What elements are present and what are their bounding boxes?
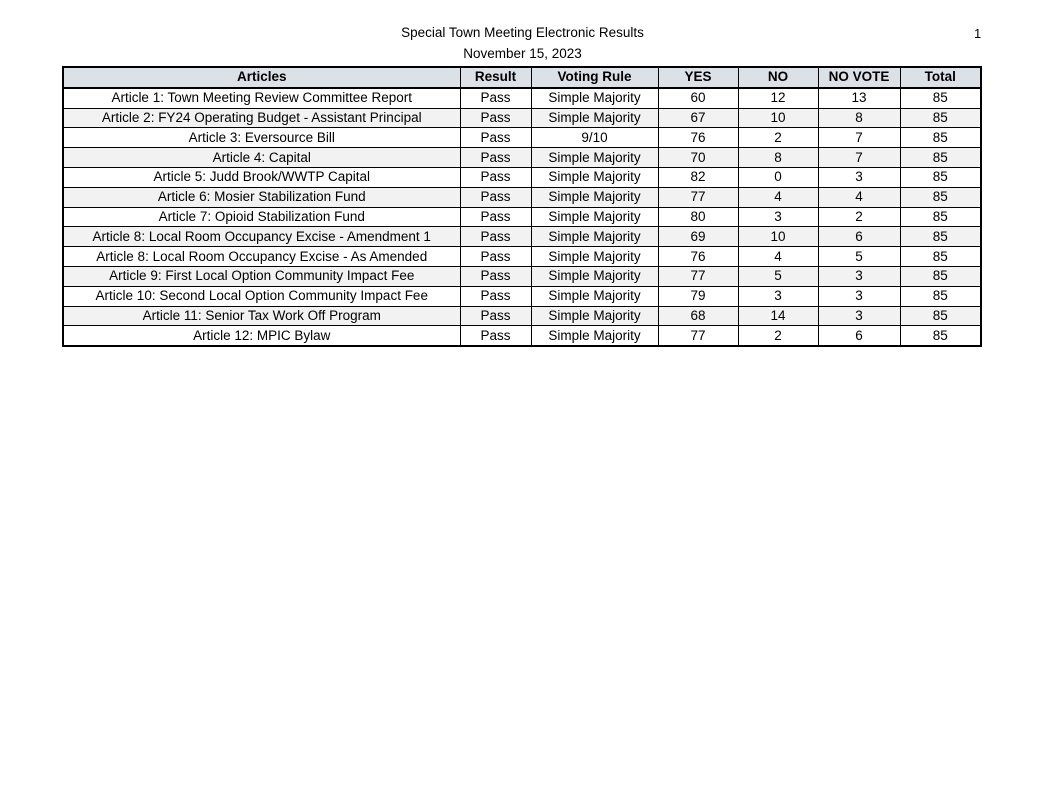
table-row <box>63 108 981 128</box>
cell-result: Pass <box>460 326 531 346</box>
cell-total: 85 <box>900 88 981 108</box>
cell-total: 85 <box>900 306 981 326</box>
table-row <box>63 306 981 326</box>
cell-voting-rule: Simple Majority <box>531 286 658 306</box>
cell-article: Article 8: Local Room Occupancy Excise - As Amended <box>63 247 460 267</box>
cell-result: Pass <box>460 128 531 148</box>
cell-no: 5 <box>738 266 818 286</box>
cell-no-vote: 13 <box>818 88 900 108</box>
table-row <box>63 187 981 207</box>
cell-article: Article 5: Judd Brook/WWTP Capital <box>63 167 460 187</box>
page-number: 1 <box>974 26 982 41</box>
cell-no: 10 <box>738 108 818 128</box>
cell-article: Article 2: FY24 Operating Budget - Assistant Principal <box>63 108 460 128</box>
cell-article: Article 3: Eversource Bill <box>63 128 460 148</box>
table-row <box>63 266 981 286</box>
cell-no-vote: 2 <box>818 207 900 227</box>
cell-article: Article 6: Mosier Stabilization Fund <box>63 187 460 207</box>
cell-total: 85 <box>900 167 981 187</box>
cell-result: Pass <box>460 207 531 227</box>
cell-no-vote: 6 <box>818 326 900 346</box>
cell-no-vote: 3 <box>818 306 900 326</box>
cell-result: Pass <box>460 148 531 168</box>
cell-voting-rule: Simple Majority <box>531 187 658 207</box>
cell-result: Pass <box>460 167 531 187</box>
cell-yes: 77 <box>658 187 738 207</box>
col-header-result: Result <box>460 67 531 88</box>
cell-yes: 60 <box>658 88 738 108</box>
cell-total: 85 <box>900 227 981 247</box>
cell-article: Article 10: Second Local Option Community Impact Fee <box>63 286 460 306</box>
table-row <box>63 207 981 227</box>
table-row <box>63 326 981 346</box>
cell-total: 85 <box>900 187 981 207</box>
cell-no-vote: 7 <box>818 148 900 168</box>
col-header-no: NO <box>738 67 818 88</box>
results-table <box>62 66 982 347</box>
cell-article: Article 8: Local Room Occupancy Excise - Amendment 1 <box>63 227 460 247</box>
cell-no: 10 <box>738 227 818 247</box>
cell-total: 85 <box>900 247 981 267</box>
cell-voting-rule: Simple Majority <box>531 306 658 326</box>
cell-total: 85 <box>900 266 981 286</box>
cell-total: 85 <box>900 128 981 148</box>
cell-no: 4 <box>738 187 818 207</box>
cell-voting-rule: Simple Majority <box>531 108 658 128</box>
cell-yes: 68 <box>658 306 738 326</box>
cell-article: Article 7: Opioid Stabilization Fund <box>63 207 460 227</box>
cell-result: Pass <box>460 306 531 326</box>
cell-no: 2 <box>738 128 818 148</box>
cell-article: Article 1: Town Meeting Review Committee Report <box>63 88 460 108</box>
document-title: Special Town Meeting Electronic Results <box>401 25 644 40</box>
table-row <box>63 286 981 306</box>
cell-total: 85 <box>900 207 981 227</box>
col-header-articles: Articles <box>63 67 460 88</box>
cell-no-vote: 4 <box>818 187 900 207</box>
col-header-voting-rule: Voting Rule <box>531 67 658 88</box>
cell-no: 4 <box>738 247 818 267</box>
cell-result: Pass <box>460 227 531 247</box>
cell-total: 85 <box>900 148 981 168</box>
cell-yes: 76 <box>658 247 738 267</box>
cell-voting-rule: Simple Majority <box>531 266 658 286</box>
table-row <box>63 167 981 187</box>
cell-yes: 77 <box>658 326 738 346</box>
cell-no-vote: 3 <box>818 266 900 286</box>
col-header-no-vote: NO VOTE <box>818 67 900 88</box>
cell-no-vote: 7 <box>818 128 900 148</box>
cell-no-vote: 8 <box>818 108 900 128</box>
cell-voting-rule: 9/10 <box>531 128 658 148</box>
cell-no: 3 <box>738 286 818 306</box>
table-row <box>63 88 981 108</box>
cell-yes: 76 <box>658 128 738 148</box>
cell-no-vote: 3 <box>818 167 900 187</box>
cell-article: Article 12: MPIC Bylaw <box>63 326 460 346</box>
cell-total: 85 <box>900 326 981 346</box>
cell-result: Pass <box>460 286 531 306</box>
cell-result: Pass <box>460 266 531 286</box>
cell-no: 3 <box>738 207 818 227</box>
cell-voting-rule: Simple Majority <box>531 207 658 227</box>
cell-total: 85 <box>900 286 981 306</box>
cell-no-vote: 5 <box>818 247 900 267</box>
table-row <box>63 128 981 148</box>
table-row <box>63 247 981 267</box>
cell-result: Pass <box>460 88 531 108</box>
table-row <box>63 227 981 247</box>
cell-voting-rule: Simple Majority <box>531 247 658 267</box>
cell-yes: 80 <box>658 207 738 227</box>
cell-article: Article 11: Senior Tax Work Off Program <box>63 306 460 326</box>
cell-no-vote: 3 <box>818 286 900 306</box>
col-header-yes: YES <box>658 67 738 88</box>
cell-result: Pass <box>460 187 531 207</box>
cell-yes: 69 <box>658 227 738 247</box>
cell-no: 12 <box>738 88 818 108</box>
cell-voting-rule: Simple Majority <box>531 227 658 247</box>
cell-no-vote: 6 <box>818 227 900 247</box>
cell-article: Article 9: First Local Option Community Impact Fee <box>63 266 460 286</box>
cell-result: Pass <box>460 108 531 128</box>
cell-yes: 77 <box>658 266 738 286</box>
cell-yes: 82 <box>658 167 738 187</box>
cell-article: Article 4: Capital <box>63 148 460 168</box>
cell-total: 85 <box>900 108 981 128</box>
col-header-total: Total <box>900 67 981 88</box>
table-row <box>63 148 981 168</box>
cell-voting-rule: Simple Majority <box>531 167 658 187</box>
cell-yes: 67 <box>658 108 738 128</box>
cell-no: 0 <box>738 167 818 187</box>
cell-no: 14 <box>738 306 818 326</box>
cell-no: 2 <box>738 326 818 346</box>
cell-no: 8 <box>738 148 818 168</box>
cell-yes: 79 <box>658 286 738 306</box>
table-header-row <box>63 67 981 88</box>
cell-result: Pass <box>460 247 531 267</box>
cell-voting-rule: Simple Majority <box>531 326 658 346</box>
cell-voting-rule: Simple Majority <box>531 88 658 108</box>
document-date: November 15, 2023 <box>463 46 582 61</box>
cell-yes: 70 <box>658 148 738 168</box>
cell-voting-rule: Simple Majority <box>531 148 658 168</box>
